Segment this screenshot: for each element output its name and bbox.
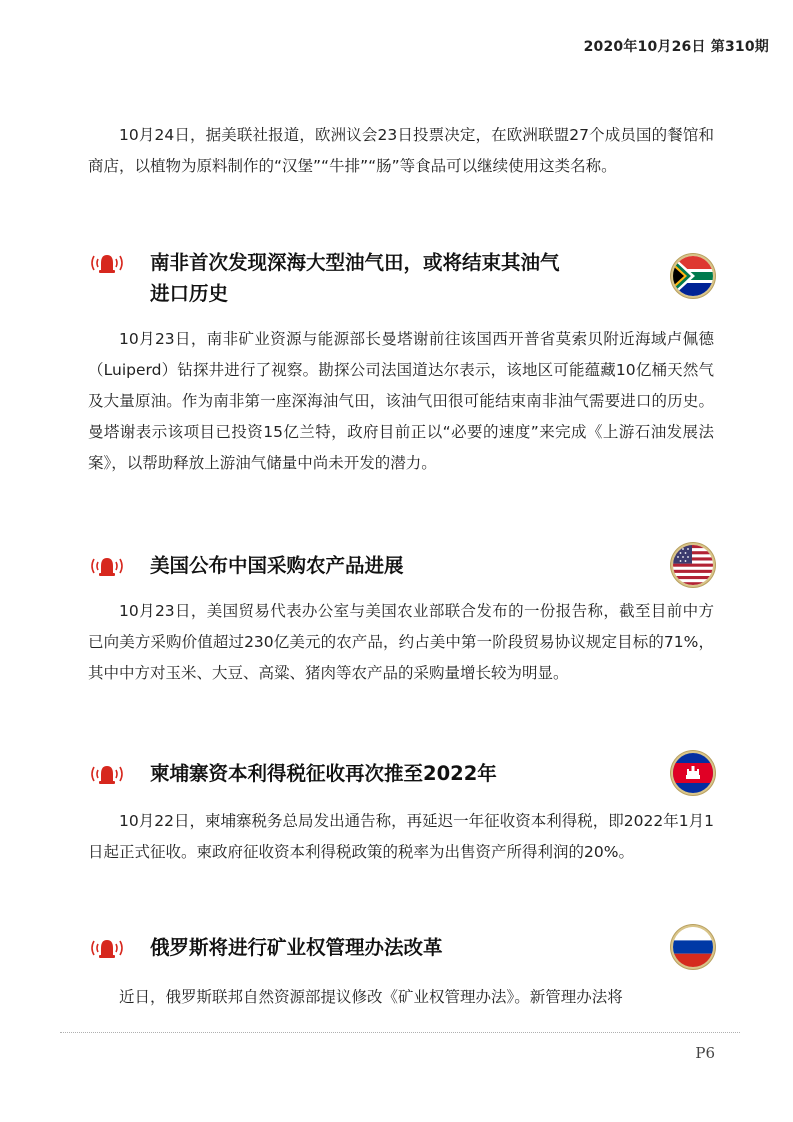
section-heading-south-africa: [88, 247, 716, 309]
issue-date-header: 2020年10月26日 第310期: [583, 39, 769, 55]
alarm-bell-icon: [88, 251, 126, 275]
footer-divider: [60, 1032, 740, 1033]
intro-paragraph: 10月24日，据美联社报道，欧洲议会23日投票决定，在欧洲联盟27个成员国的餐馆和商店，以植物为原料制作的“汉堡”“牛排”“肠”等食品可以继续使用这类名称。: [88, 126, 714, 175]
section-title-line1: 南非首次发现深海大型油气田，或将结束其油气: [150, 251, 560, 274]
section-body: 10月23日，美国贸易代表办公室与美国农业部联合发布的一份报告称，截至目前中方已向美方采购价值超过230亿美元的农产品，约占美中第一阶段贸易协议规定目标的71%，其中中方对玉米、大豆、高粱、猪肉等农产品的采购量增长较为明显。: [88, 602, 714, 682]
section-title: 柬埔寨资本利得税征收再次推至2022年: [150, 762, 497, 785]
alarm-bell-icon: [88, 762, 126, 786]
section-title: 俄罗斯将进行矿业权管理办法改革: [150, 936, 443, 959]
alarm-bell-icon: [88, 936, 126, 960]
russia-flag-icon: [673, 927, 713, 967]
cambodia-flag-icon: [673, 753, 713, 793]
page-number: P6: [695, 1044, 715, 1062]
section-body: 10月23日，南非矿业资源与能源部长曼塔谢前往该国西开普省莫索贝附近海域卢佩德（Luiperd）钻探井进行了视察。勘探公司法国道达尔表示，该地区可能蕴藏10亿桶天然气及大量原油。作为南非第一座深海油气田，该油气田很可能结束南非油气需要进口的历史。曼塔谢表示该项目已投资15亿兰特，政府目前正以“必要的速度”来完成《上游石油发展法案》，以帮助释放上游油气储量中尚未开发的潜力。: [88, 330, 714, 472]
usa-flag-icon: [673, 545, 713, 585]
section-title-line2: 进口历史: [150, 282, 229, 305]
section-body: 10月22日，柬埔寨税务总局发出通告称，再延迟一年征收资本利得税，即2022年1月1日起正式征收。柬政府征收资本利得税政策的税率为出售资产所得利润的20%。: [88, 812, 714, 861]
section-heading-usa: [88, 550, 716, 582]
section-body: 近日，俄罗斯联邦自然资源部提议修改《矿业权管理办法》。新管理办法将: [119, 988, 623, 1006]
section-title: 美国公布中国采购农产品进展: [150, 554, 404, 577]
south-africa-flag-icon: [673, 256, 713, 296]
section-heading-cambodia: [88, 758, 716, 790]
alarm-bell-icon: [88, 554, 126, 578]
section-heading-russia: [88, 932, 716, 964]
